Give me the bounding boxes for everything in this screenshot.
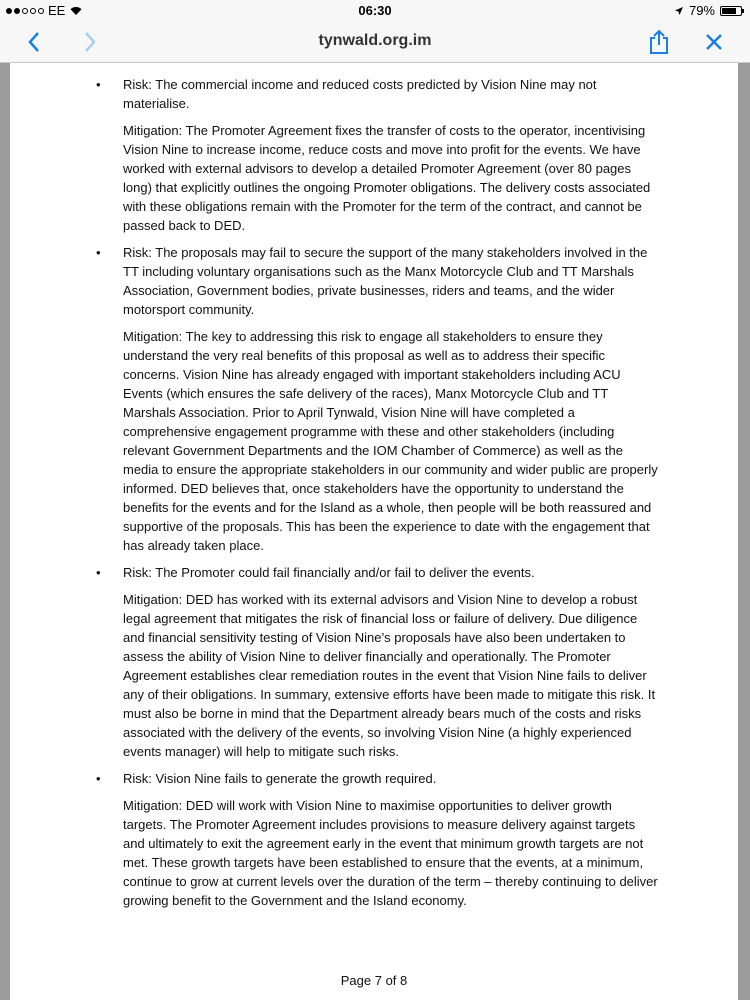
pdf-page	[10, 63, 738, 1000]
browser-nav-bar	[0, 22, 750, 63]
carrier-name: EE	[48, 3, 66, 18]
location-arrow-icon	[674, 6, 684, 16]
share-button[interactable]	[645, 28, 673, 56]
risk-item	[10, 75, 738, 235]
risk-text: Risk: The Promoter could fail financially and/or fail to deliver the events.	[123, 565, 535, 580]
page-number: Page 7 of 8	[340, 973, 408, 988]
bullet: •	[96, 245, 101, 260]
risk-text: Risk: The commercial income and reduced costs predicted by Vision Nine may not materialise.	[123, 77, 597, 111]
share-icon	[648, 29, 670, 55]
status-right	[674, 3, 742, 18]
bullet: •	[96, 771, 101, 786]
battery-percent: 79%	[688, 3, 715, 18]
mitigation-text: Mitigation: DED will work with Vision Nine to maximise opportunities to deliver growth targets. The Promoter Agreement includes provisions to measure delivery against targets and ultimately to exit the agreement early in the event that minimum growth targets are not met. These growth targets have been established to ensure that the events, at a minimum, continue to grow at current levels over the duration of the term – thereby continuing to deliver growing benefit to the Government and the Island economy.	[123, 798, 658, 908]
risk-item	[10, 769, 738, 910]
document-body	[10, 75, 738, 918]
risk-item	[10, 563, 738, 761]
risk-item	[10, 243, 738, 555]
close-button[interactable]	[700, 28, 728, 56]
mitigation-text: Mitigation: The key to addressing this risk to engage all stakeholders to ensure they understand the very real benefits of this proposal as well as to address their specific concerns. Vision Nine has already engaged with important stakeholders including ACU Events (which ensures the safe delivery of the races), Manx Motorcycle Club and TT Marshals Association. Prior to April Tynwald, Vision Nine will have completed a comprehensive engagement programme with these and other stakeholders (including relevant Government Departments and the IOM Chamber of Commerce) as well as the media to ensure the appropriate stakeholders in our community and wider public are properly informed. DED believes that, once stakeholders have the opportunity to understand the benefits for the events and for the Island as a whole, then people will be both reassured and supportive of the proposals. This has been the experience to date with the engagement that has already taken place.	[123, 329, 658, 553]
risk-text: Risk: The proposals may fail to secure the support of the many stakeholders involved in the TT including voluntary organisations such as the Manx Motorcycle Club and TT Marshals Association, Government bodies, private businesses, riders and teams, and the wider motorsport community.	[123, 245, 648, 317]
bullet: •	[96, 565, 101, 580]
risk-text: Risk: Vision Nine fails to generate the growth required.	[123, 771, 437, 786]
mitigation-text: Mitigation: DED has worked with its external advisors and Vision Nine to develop a robust legal agreement that mitigates the risk of financial loss or failure of delivery. Due diligence and financial sensitivity testing of Vision Nine’s proposals have also been undertaken to assess the ability of Vision Nine to deliver financially and operationally. The Promoter Agreement establishes clear remediation routes in the event that Vision Nine fails to deliver any of their obligations. In summary, extensive efforts have been made to mitigate this risk. It must also be borne in mind that the Department already bears much of the costs and risks associated with the delivery of the events, so involving Vision Nine (a highly experienced events manager) will help to mitigate such risks.	[123, 592, 656, 759]
status-time: 06:30	[358, 3, 392, 18]
close-icon	[705, 33, 723, 51]
mitigation-text: Mitigation: The Promoter Agreement fixes the transfer of costs to the operator, incentivising Vision Nine to increase income, reduce costs and move into profit for the events. We have worked with external advisors to develop a detailed Promoter Agreement (over 80 pages long) that explicitly outlines the ongoing Promoter obligations. The delivery costs associated with these obligations remain with the Promoter for the term of the contract, and cannot be passed back to DED.	[123, 123, 651, 233]
bullet: •	[96, 77, 101, 92]
status-bar	[0, 0, 750, 22]
url-title[interactable]: tynwald.org.im	[318, 32, 432, 49]
battery-icon	[720, 6, 742, 16]
